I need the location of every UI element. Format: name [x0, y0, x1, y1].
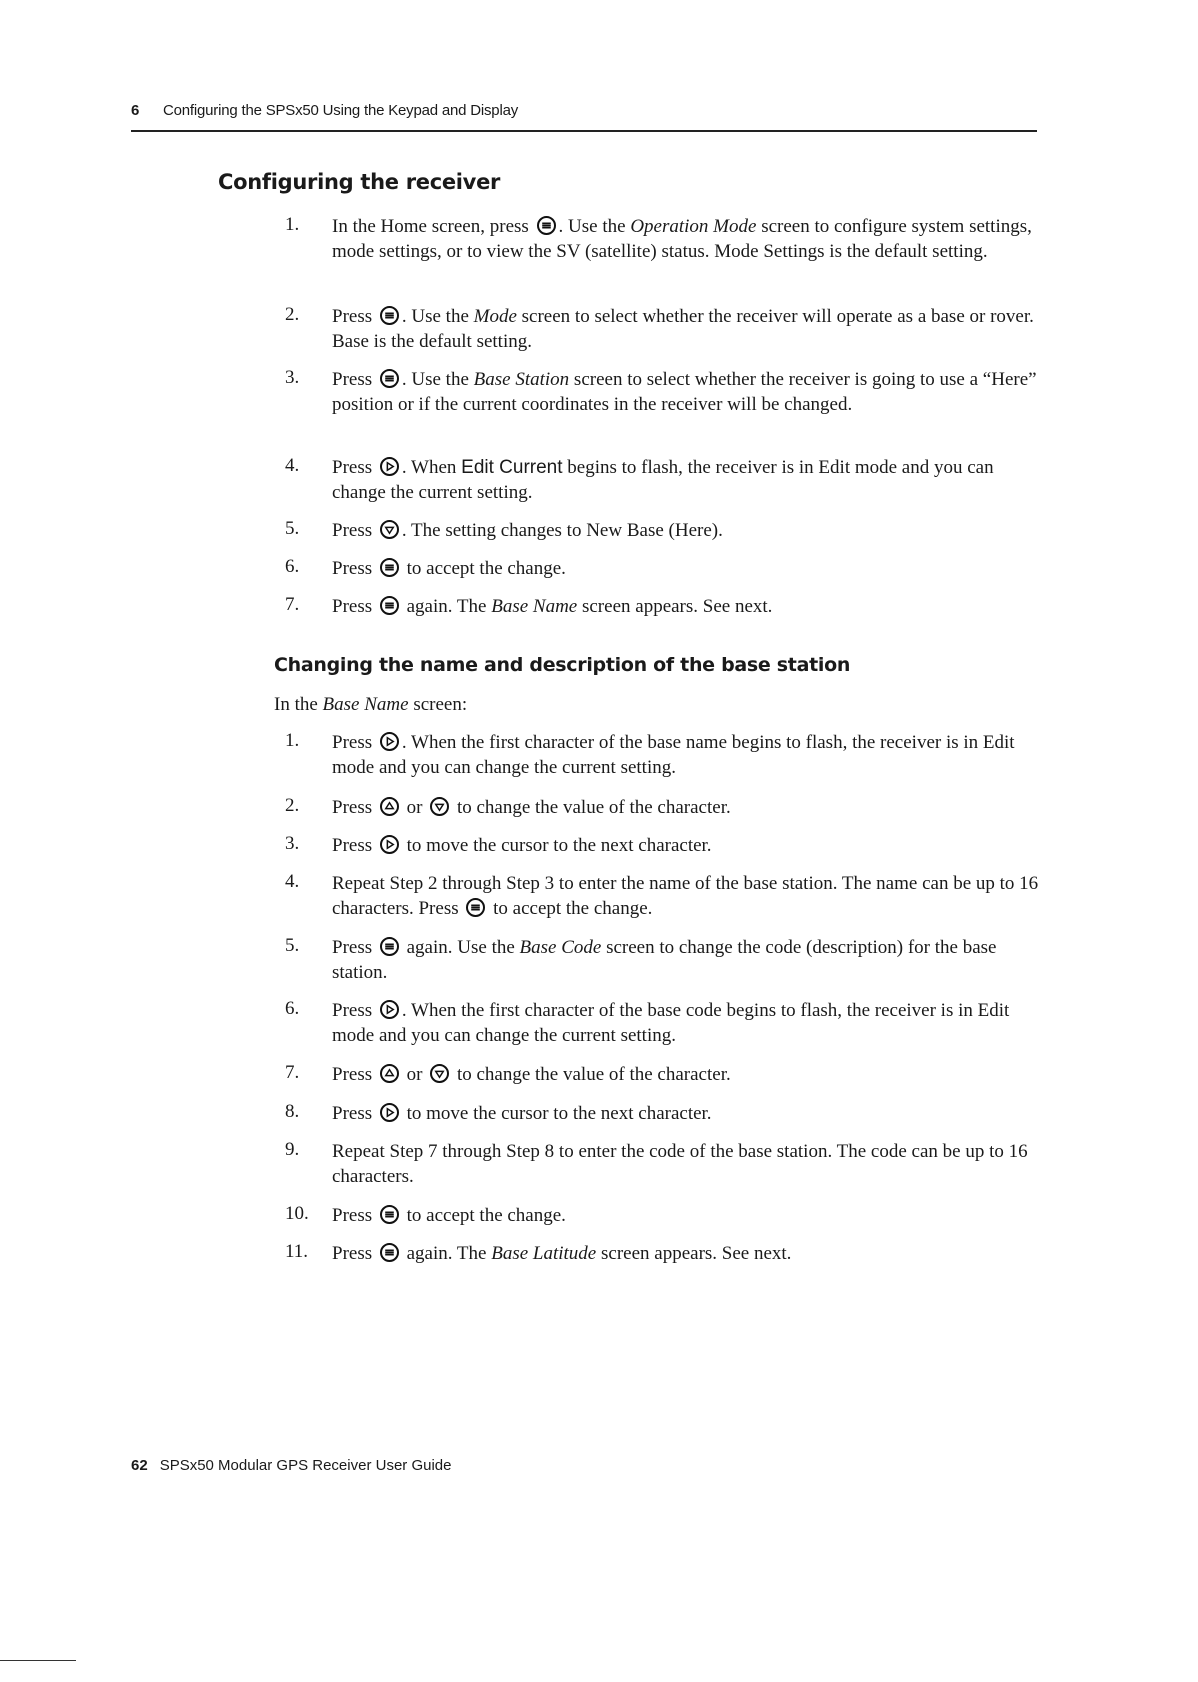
step-number: 4. — [285, 455, 300, 476]
step-number: 5. — [285, 518, 300, 539]
step-number: 7. — [285, 594, 300, 615]
step-text: Press or to change the value of the character. — [332, 1064, 731, 1085]
step-text: Press . The setting changes to New Base (Here). — [332, 520, 723, 541]
step-text: Press . Use the Base Station screen to select whether the receiver is going to use a “Here” position or if the current coordinates in the receiver will be changed. — [332, 369, 1037, 415]
right-arrow-key-icon — [380, 1103, 399, 1122]
intro-text: In the Base Name screen: — [274, 694, 468, 715]
step-text: Press or to change the value of the character. — [332, 797, 731, 818]
step-number: 3. — [285, 833, 300, 854]
step-text: Repeat Step 2 through Step 3 to enter the name of the base station. The name can be up to 16 characters. Press to accept the change. — [332, 873, 1039, 919]
step-number: 4. — [285, 871, 300, 892]
down-arrow-key-icon — [430, 797, 449, 816]
step-text: In the Home screen, press . Use the Operation Mode screen to configure system settings, mode settings, or to view the SV (satellite) status. Mode Settings is the default setting. — [332, 216, 1032, 262]
step-number: 7. — [285, 1062, 300, 1083]
step-text: Press again. Use the Base Code screen to change the code (description) for the base station. — [332, 937, 997, 983]
step-text: Press . Use the Mode screen to select whether the receiver will operate as a base or rover. Base is the default setting. — [332, 306, 1034, 352]
right-arrow-key-icon — [380, 835, 399, 854]
step-number: 8. — [285, 1101, 300, 1122]
enter-key-icon — [380, 1243, 399, 1262]
step-text: Repeat Step 7 through Step 8 to enter the code of the base station. The code can be up to 16 characters. — [332, 1141, 1028, 1187]
enter-key-icon — [537, 216, 556, 235]
chapter-number: 6 — [131, 102, 140, 119]
subsection-heading: Changing the name and description of the base station — [274, 654, 851, 676]
step-text: Press again. The Base Latitude screen appears. See next. — [332, 1243, 792, 1264]
enter-key-icon — [380, 558, 399, 577]
enter-key-icon — [380, 306, 399, 325]
step-text: Press to accept the change. — [332, 1205, 566, 1226]
scan-edge-line — [0, 1660, 76, 1661]
enter-key-icon — [380, 937, 399, 956]
step-text: Press to move the cursor to the next character. — [332, 835, 712, 856]
book-title: SPSx50 Modular GPS Receiver User Guide — [159, 1457, 452, 1474]
step-text: Press . When the first character of the base code begins to flash, the receiver is in Edit mode and you can change the current setting. — [332, 1000, 1010, 1046]
step-number: 1. — [285, 214, 300, 235]
step-number: 2. — [285, 304, 300, 325]
step-number: 2. — [285, 795, 300, 816]
right-arrow-key-icon — [380, 732, 399, 751]
enter-key-icon — [380, 369, 399, 388]
step-number: 10. — [285, 1203, 309, 1224]
step-text: Press . When the first character of the base name begins to flash, the receiver is in Edit mode and you can change the current setting. — [332, 732, 1015, 778]
up-arrow-key-icon — [380, 797, 399, 816]
up-arrow-key-icon — [380, 1064, 399, 1083]
step-text: Press . When Edit Current begins to flash, the receiver is in Edit mode and you can change the current setting. — [332, 457, 994, 503]
step-number: 6. — [285, 556, 300, 577]
step-number: 11. — [285, 1241, 309, 1262]
enter-key-icon — [380, 1205, 399, 1224]
enter-key-icon — [466, 898, 485, 917]
right-arrow-key-icon — [380, 457, 399, 476]
step-text: Press again. The Base Name screen appears. See next. — [332, 596, 773, 617]
page-number: 62 — [131, 1457, 148, 1474]
step-text: Press to accept the change. — [332, 558, 566, 579]
section-heading: Configuring the receiver — [218, 170, 501, 194]
step-number: 5. — [285, 935, 300, 956]
step-number: 1. — [285, 730, 300, 751]
page-footer — [131, 1457, 451, 1474]
down-arrow-key-icon — [380, 520, 399, 539]
step-number: 9. — [285, 1139, 300, 1160]
enter-key-icon — [380, 596, 399, 615]
step-number: 3. — [285, 367, 300, 388]
step-text: Press to move the cursor to the next character. — [332, 1103, 712, 1124]
chapter-title: Configuring the SPSx50 Using the Keypad and Display — [163, 102, 519, 119]
right-arrow-key-icon — [380, 1000, 399, 1019]
step-number: 6. — [285, 998, 300, 1019]
page-header — [131, 100, 1037, 132]
down-arrow-key-icon — [430, 1064, 449, 1083]
